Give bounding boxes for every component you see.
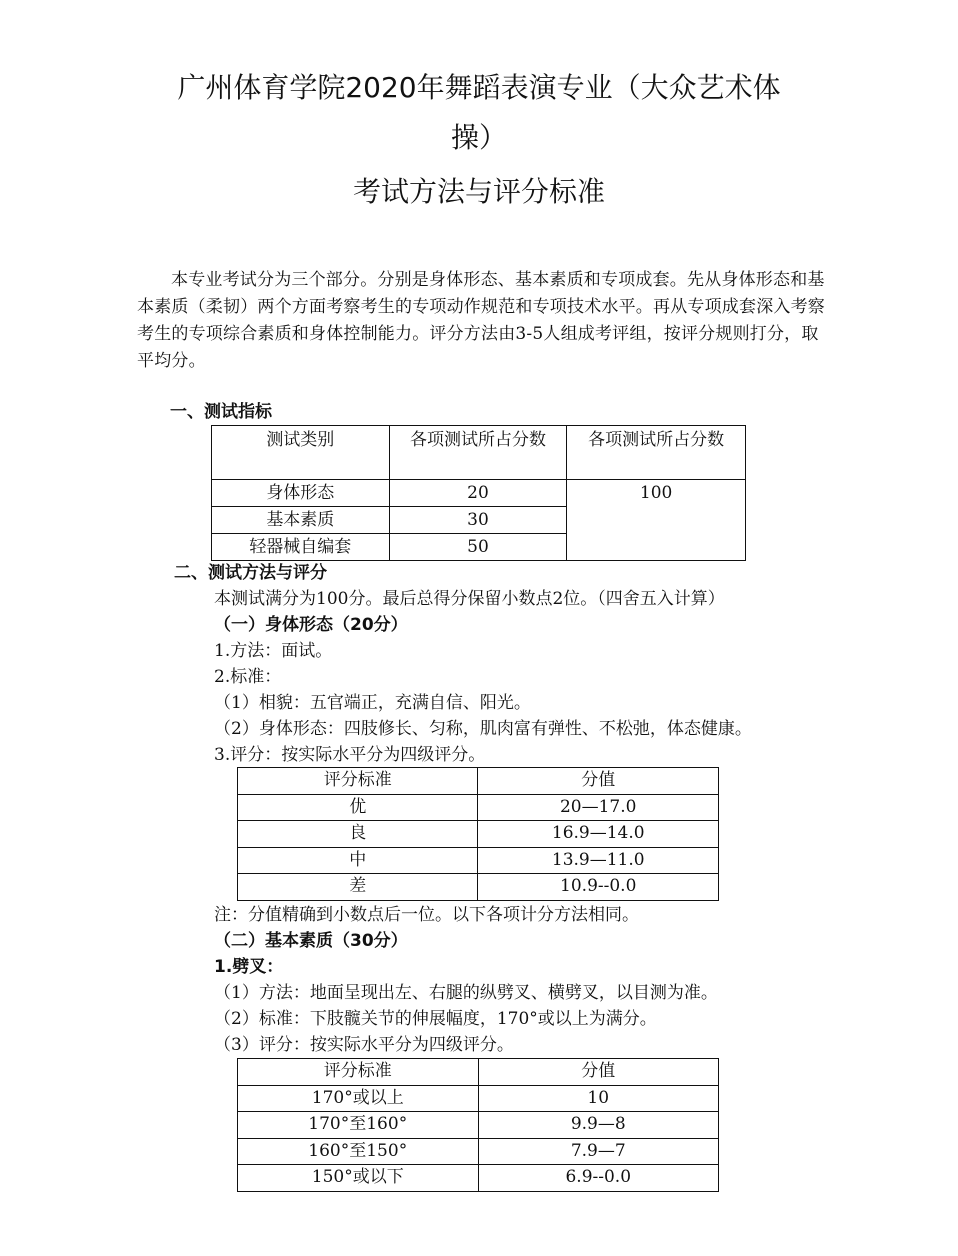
header-cell: 分值 [478, 1059, 719, 1086]
doc-title-line-1: 广州体育学院2020年舞蹈表演专业（大众艺术体 [177, 71, 781, 104]
angle-cell: 170°或以上 [238, 1085, 479, 1112]
split-score-table [237, 1058, 719, 1192]
sub1-scoring: 3.评分：按实际水平分为四级评分。 [214, 745, 486, 765]
sub2-item: 1.劈叉： [214, 957, 284, 977]
table-row [238, 821, 719, 848]
value-cell: 13.9—11.0 [478, 847, 719, 874]
value-cell: 10.9--0.0 [478, 874, 719, 901]
section1-heading: 一、测试指标 [170, 402, 272, 422]
header-cell: 各项测试所占分数 [567, 426, 746, 480]
table-row [238, 1085, 719, 1112]
sub1-standard-1: （1）相貌：五官端正，充满自信、阳光。 [214, 693, 531, 713]
score-cell: 20 [389, 480, 567, 507]
sub1-standard-label: 2.标准： [214, 667, 282, 687]
table-row [238, 847, 719, 874]
test-index-table [211, 425, 746, 561]
grade-cell: 中 [238, 847, 478, 874]
category-cell: 轻器械自编套 [212, 534, 390, 561]
intro-paragraph: 本专业考试分为三个部分。分别是身体形态、基本素质和专项成套。先从身体形态和基本素质（柔韧）两个方面考察考生的专项动作规范和专项技术水平。再从专项成套深入考察考生的专项综合素质和身体控制能力。评分方法由3-5人组成考评组，按评分规则打分，取平均分。 [137, 270, 825, 371]
table-header-row [212, 426, 746, 480]
category-cell: 基本素质 [212, 507, 390, 534]
sub1-standard-2: （2）身体形态：四肢修长、匀称，肌肉富有弹性、不松弛，体态健康。 [214, 719, 752, 739]
table-row [238, 1112, 719, 1139]
value-cell: 10 [478, 1085, 719, 1112]
table-header-row [238, 1059, 719, 1086]
header-cell: 评分标准 [238, 1059, 479, 1086]
sub1-method: 1.方法：面试。 [214, 641, 333, 661]
full-score-note: 本测试满分为100分。最后总得分保留小数点2位。（四舍五入计算） [214, 589, 725, 609]
table-row [238, 1138, 719, 1165]
footnote: 注：分值精确到小数点后一位。以下各项计分方法相同。 [214, 905, 639, 925]
score-cell: 50 [389, 534, 567, 561]
value-cell: 16.9—14.0 [478, 821, 719, 848]
grade-cell: 良 [238, 821, 478, 848]
sub2-scoring: （3）评分：按实际水平分为四级评分。 [214, 1035, 514, 1055]
table-row [238, 1165, 719, 1192]
score-cell: 30 [389, 507, 567, 534]
grade-cell: 差 [238, 874, 478, 901]
sub1-heading: （一）身体形态（20分） [214, 615, 408, 635]
total-cell: 100 [567, 480, 746, 561]
sub2-heading: （二）基本素质（30分） [214, 931, 408, 951]
angle-cell: 150°或以下 [238, 1165, 479, 1192]
doc-subtitle: 考试方法与评分标准 [352, 175, 605, 208]
section2-heading: 二、测试方法与评分 [174, 563, 327, 583]
table-row [238, 874, 719, 901]
value-cell: 20—17.0 [478, 794, 719, 821]
value-cell: 6.9--0.0 [478, 1165, 719, 1192]
angle-cell: 160°至150° [238, 1138, 479, 1165]
header-cell: 分值 [478, 768, 719, 795]
category-cell: 身体形态 [212, 480, 390, 507]
table-row [212, 480, 746, 507]
sub2-method: （1）方法：地面呈现出左、右腿的纵劈叉、横劈叉，以目测为准。 [214, 983, 718, 1003]
doc-title-line-2: 操） [450, 121, 507, 154]
angle-cell: 170°至160° [238, 1112, 479, 1139]
body-shape-score-table [237, 767, 719, 901]
value-cell: 9.9—8 [478, 1112, 719, 1139]
header-cell: 测试类别 [212, 426, 390, 480]
header-cell: 各项测试所占分数 [389, 426, 567, 480]
sub2-standard: （2）标准：下肢髋关节的伸展幅度，170°或以上为满分。 [214, 1009, 657, 1029]
table-row [238, 794, 719, 821]
grade-cell: 优 [238, 794, 478, 821]
value-cell: 7.9—7 [478, 1138, 719, 1165]
table-header-row [238, 768, 719, 795]
header-cell: 评分标准 [238, 768, 478, 795]
